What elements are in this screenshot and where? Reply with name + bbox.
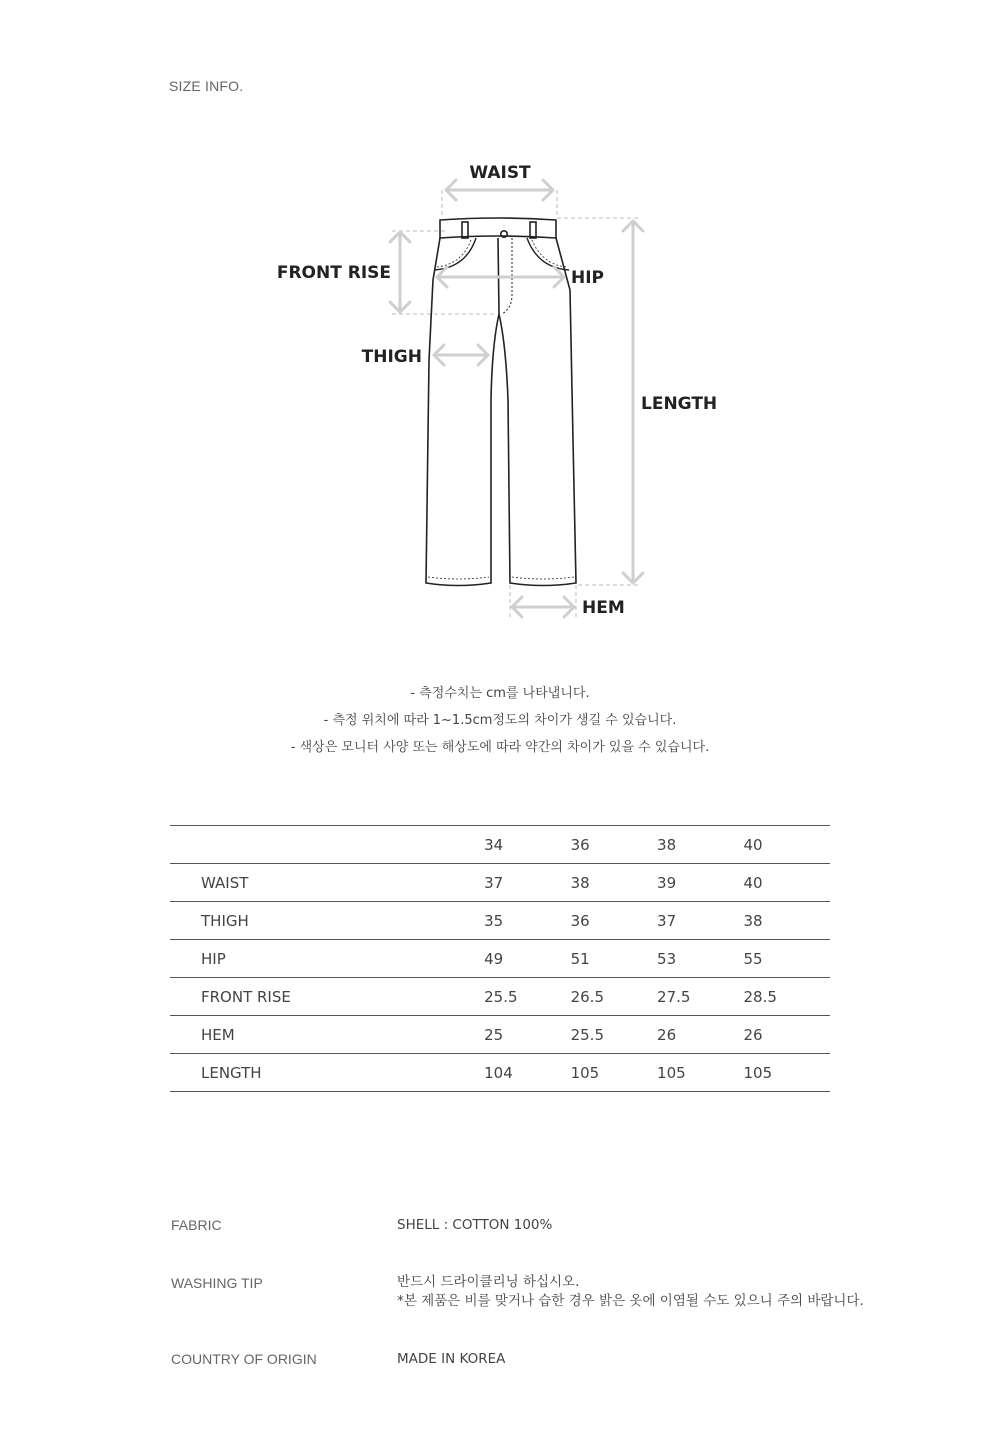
front-rise-arrow-icon xyxy=(390,232,410,312)
washing-tip-line-2: *본 제품은 비를 맞거나 습한 경우 밝은 옷에 이염될 수도 있으니 주의 바랍니다. xyxy=(397,1293,864,1309)
size-header: 34 xyxy=(484,826,570,864)
cell-value: 27.5 xyxy=(657,978,743,1016)
size-header: 38 xyxy=(657,826,743,864)
guide-lines xyxy=(392,190,640,620)
hip-label: HIP xyxy=(571,268,605,288)
fabric-value: SHELL : COTTON 100% xyxy=(397,1217,553,1233)
row-label: HEM xyxy=(170,1016,484,1054)
table-row xyxy=(170,1054,830,1092)
cell-value: 39 xyxy=(657,864,743,902)
cell-value: 105 xyxy=(657,1054,743,1092)
cell-value: 25 xyxy=(484,1016,570,1054)
hem-arrow-icon xyxy=(512,597,574,617)
cell-value: 104 xyxy=(484,1054,570,1092)
row-label: HIP xyxy=(170,940,484,978)
row-label: WAIST xyxy=(170,864,484,902)
washing-tip-label: WASHING TIP xyxy=(171,1275,263,1291)
cell-value: 26 xyxy=(657,1016,743,1054)
pants-outline-icon xyxy=(426,218,576,586)
washing-tip-line-1: 반드시 드라이클리닝 하십시오. xyxy=(397,1274,580,1290)
cell-value: 53 xyxy=(657,940,743,978)
cell-value: 55 xyxy=(744,940,831,978)
country-of-origin-value: MADE IN KOREA xyxy=(397,1351,506,1367)
cell-value: 37 xyxy=(657,902,743,940)
size-header: 36 xyxy=(571,826,657,864)
cell-value: 105 xyxy=(744,1054,831,1092)
section-title: SIZE INFO. xyxy=(169,78,244,94)
table-row xyxy=(170,940,830,978)
cell-value: 37 xyxy=(484,864,570,902)
measurement-notes xyxy=(0,680,1000,761)
thigh-label: THIGH xyxy=(361,347,422,367)
row-label: FRONT RISE xyxy=(170,978,484,1016)
note-line: - 측정 위치에 따라 1~1.5cm정도의 차이가 생길 수 있습니다. xyxy=(323,713,677,728)
waist-arrow-icon xyxy=(446,180,553,200)
cell-value: 40 xyxy=(744,864,831,902)
cell-value: 25.5 xyxy=(571,1016,657,1054)
length-label: LENGTH xyxy=(641,394,718,414)
header-empty-cell xyxy=(170,826,484,864)
size-header-row xyxy=(170,826,830,864)
cell-value: 38 xyxy=(571,864,657,902)
cell-value: 49 xyxy=(484,940,570,978)
table-row xyxy=(170,864,830,902)
cell-value: 26 xyxy=(744,1016,831,1054)
cell-value: 28.5 xyxy=(744,978,831,1016)
front-rise-label: FRONT RISE xyxy=(276,263,391,283)
row-label: LENGTH xyxy=(170,1054,484,1092)
note-line: - 측정수치는 cm를 나타냅니다. xyxy=(410,686,590,701)
size-header: 40 xyxy=(744,826,831,864)
cell-value: 26.5 xyxy=(571,978,657,1016)
row-label: THIGH xyxy=(170,902,484,940)
cell-value: 51 xyxy=(571,940,657,978)
size-table xyxy=(170,825,830,1092)
hem-label: HEM xyxy=(582,598,625,618)
waist-label: WAIST xyxy=(469,163,531,183)
table-row xyxy=(170,1016,830,1054)
cell-value: 36 xyxy=(571,902,657,940)
fabric-label: FABRIC xyxy=(171,1217,222,1233)
note-line: - 색상은 모니터 사양 또는 해상도에 따라 약간의 차이가 있을 수 있습니다. xyxy=(290,740,710,755)
country-of-origin-label: COUNTRY OF ORIGIN xyxy=(171,1351,317,1367)
thigh-arrow-icon xyxy=(434,345,488,365)
pants-measurement-diagram xyxy=(0,140,1000,640)
hip-arrow-icon xyxy=(437,267,564,287)
cell-value: 35 xyxy=(484,902,570,940)
length-arrow-icon xyxy=(623,221,643,583)
table-row xyxy=(170,902,830,940)
cell-value: 38 xyxy=(744,902,831,940)
table-row xyxy=(170,978,830,1016)
cell-value: 25.5 xyxy=(484,978,570,1016)
cell-value: 105 xyxy=(571,1054,657,1092)
